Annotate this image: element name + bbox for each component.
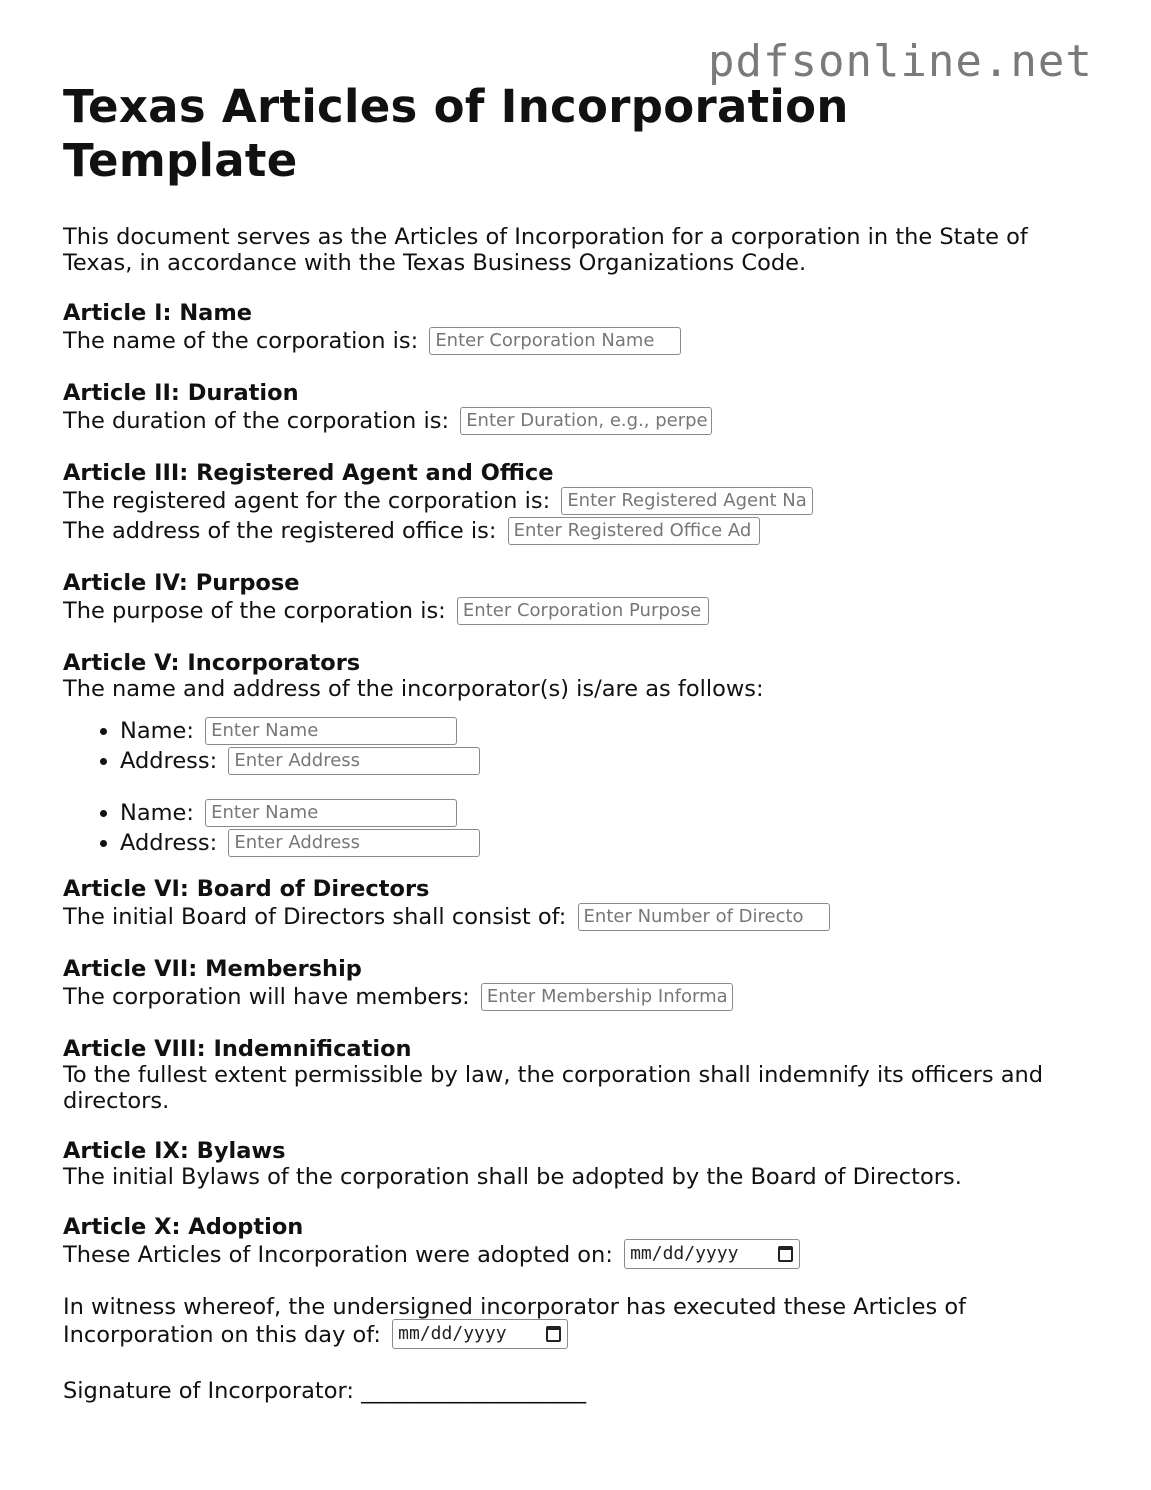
name-label: Name: <box>120 718 194 744</box>
article-3-heading: Article III: Registered Agent and Office <box>63 460 554 486</box>
registered-agent-label: The registered agent for the corporation is: <box>63 488 551 514</box>
article-9-section <box>63 1138 1073 1190</box>
signature-line: Signature of Incorporator: ____________________ <box>63 1378 587 1404</box>
name-label: Name: <box>120 800 194 826</box>
list-item <box>120 798 1073 828</box>
article-10-label: These Articles of Incorporation were adopted on: <box>63 1242 613 1268</box>
article-9-text: The initial Bylaws of the corporation shall be adopted by the Board of Directors. <box>63 1164 962 1190</box>
article-1-label: The name of the corporation is: <box>63 328 419 354</box>
article-6-section <box>63 876 1073 932</box>
article-1-heading: Article I: Name <box>63 300 253 326</box>
article-9-heading: Article IX: Bylaws <box>63 1138 286 1164</box>
article-7-label: The corporation will have members: <box>63 984 470 1010</box>
calendar-icon[interactable] <box>778 1246 793 1262</box>
adoption-date-input[interactable] <box>624 1239 800 1269</box>
incorporator-1-name-input[interactable]: Enter Name <box>205 717 457 745</box>
membership-input[interactable]: Enter Membership Informa <box>481 983 733 1011</box>
article-2-section <box>63 380 1073 436</box>
address-label: Address: <box>120 830 218 856</box>
corporation-name-input[interactable]: Enter Corporation Name <box>429 327 681 355</box>
witness-text-continued: Incorporation on this day of: <box>63 1322 382 1348</box>
article-5-heading: Article V: Incorporators <box>63 650 361 676</box>
article-2-heading: Article II: Duration <box>63 380 299 406</box>
incorporator-1-list <box>63 716 1073 776</box>
article-6-heading: Article VI: Board of Directors <box>63 876 430 902</box>
number-of-directors-input[interactable]: Enter Number of Directo <box>578 903 830 931</box>
article-8-heading: Article VIII: Indemnification <box>63 1036 412 1062</box>
list-item <box>120 828 1073 858</box>
calendar-icon[interactable] <box>546 1326 561 1342</box>
article-10-heading: Article X: Adoption <box>63 1214 304 1240</box>
incorporator-2-address-input[interactable]: Enter Address <box>228 829 480 857</box>
article-1-section <box>63 300 1073 356</box>
execution-date-input[interactable] <box>392 1319 568 1349</box>
article-8-text: To the fullest extent permissible by law, the corporation shall indemnify its officers and directors. <box>63 1062 1044 1114</box>
incorporator-2-name-input[interactable]: Enter Name <box>205 799 457 827</box>
article-8-section <box>63 1036 1073 1114</box>
document <box>63 80 1073 1404</box>
article-7-section <box>63 956 1073 1012</box>
page-title: Texas Articles of Incorporation Template <box>63 80 849 187</box>
address-label: Address: <box>120 748 218 774</box>
article-2-label: The duration of the corporation is: <box>63 408 450 434</box>
list-item <box>120 746 1073 776</box>
article-3-section <box>63 460 1073 546</box>
incorporator-1-address-input[interactable]: Enter Address <box>228 747 480 775</box>
watermark: pdfsonline.net <box>708 36 1093 87</box>
date-placeholder: mm/dd/yyyy <box>630 1242 739 1264</box>
article-5-text: The name and address of the incorporator(s) is/are as follows: <box>63 676 764 702</box>
purpose-input[interactable]: Enter Corporation Purpose <box>457 597 709 625</box>
incorporator-2-list <box>63 798 1073 858</box>
intro-paragraph: This document serves as the Articles of Incorporation for a corporation in the State of Texas, in accordance with the Texas Business Organizations Code. <box>63 224 1028 276</box>
article-6-label: The initial Board of Directors shall consist of: <box>63 904 567 930</box>
registered-office-label: The address of the registered office is: <box>63 518 497 544</box>
date-placeholder: mm/dd/yyyy <box>398 1322 507 1344</box>
duration-input[interactable]: Enter Duration, e.g., perpe <box>460 407 712 435</box>
article-5-section <box>63 650 1073 858</box>
article-7-heading: Article VII: Membership <box>63 956 362 982</box>
registered-agent-input[interactable]: Enter Registered Agent Na <box>561 487 813 515</box>
article-4-heading: Article IV: Purpose <box>63 570 300 596</box>
article-10-section <box>63 1214 1073 1270</box>
witness-section <box>63 1294 1073 1350</box>
list-item <box>120 716 1073 746</box>
registered-office-input[interactable]: Enter Registered Office Ad <box>508 517 760 545</box>
witness-text: In witness whereof, the undersigned incorporator has executed these Articles of <box>63 1294 967 1320</box>
article-4-section <box>63 570 1073 626</box>
article-4-label: The purpose of the corporation is: <box>63 598 446 624</box>
